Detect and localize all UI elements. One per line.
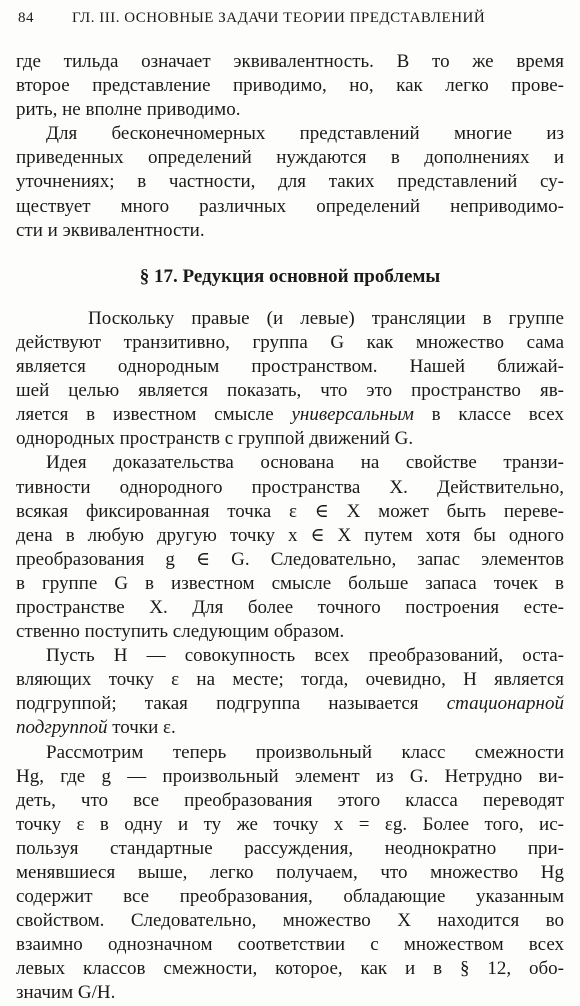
text-line: Hg, где g — произвольный элемент из G. Нетрудно ви- bbox=[16, 765, 564, 787]
text-run: подгруппой; такая подгруппа называется bbox=[16, 693, 447, 715]
text-line: свойством. Следовательно, множество X находится во bbox=[16, 910, 564, 932]
text-run: точки ε. bbox=[107, 717, 176, 739]
text-line: менявшиеся выше, легко получаем, что множество Hg bbox=[16, 862, 564, 883]
text-run: ляется в известном смысле bbox=[16, 404, 292, 426]
text-line: содержит все преобразования, обладающие указанным bbox=[16, 886, 564, 908]
paragraph-5 bbox=[16, 644, 564, 740]
text-line: пространстве X. Для более точного построения есте- bbox=[16, 596, 564, 618]
text-line: Рассмотрим теперь произвольный класс смежности bbox=[46, 741, 564, 763]
paragraph-6 bbox=[16, 741, 564, 1006]
paragraph-2 bbox=[16, 122, 564, 242]
text-line: уточнениях; в частности, для таких представлений су- bbox=[16, 171, 564, 193]
text-line: является однородным пространством. Нашей ближай- bbox=[16, 356, 564, 378]
running-title: ГЛ. III. ОСНОВНЫЕ ЗАДАЧИ ТЕОРИИ ПРЕДСТАВЛЕНИЙ bbox=[72, 10, 486, 26]
text-line: дена в любую другую точку x ∈ X путем хотя бы одного bbox=[16, 524, 564, 546]
text-line: взаимно однозначном соответствии с множеством всех bbox=[16, 934, 564, 956]
text-line: левых классов смежности, которое, как и в § 12, обо- bbox=[16, 958, 564, 980]
text-line bbox=[16, 403, 564, 427]
running-header bbox=[0, 10, 580, 34]
text-line: шей целью является показать, что это пространство яв- bbox=[16, 380, 564, 402]
text-run: в классе всех bbox=[413, 404, 564, 426]
section-heading: § 17. Редукция основной проблемы bbox=[139, 265, 441, 287]
text-line bbox=[16, 716, 564, 740]
spacer bbox=[16, 289, 564, 307]
spacer bbox=[16, 243, 564, 265]
text-line: Пусть H — совокупность всех преобразований, оста- bbox=[46, 645, 564, 667]
paragraph-1 bbox=[16, 50, 564, 122]
text-line: всякая фиксированная точка ε ∈ X может быть переве- bbox=[16, 500, 564, 522]
text-line: ственно поступить следующим образом. bbox=[16, 621, 345, 643]
text-line: сти и эквивалентности. bbox=[16, 219, 205, 241]
page-body bbox=[16, 50, 564, 1006]
text-line: рить, не вполне приводимо. bbox=[16, 99, 241, 121]
text-line: приведенных определений нуждаются в дополнениях и bbox=[16, 147, 564, 169]
page-number: 84 bbox=[18, 10, 34, 26]
text-line: пользуя стандартные рассуждения, неоднократно при- bbox=[16, 837, 564, 859]
text-line: преобразования g ∈ G. Следовательно, запас элементов bbox=[16, 548, 564, 570]
text-line: тивности однородного пространства X. Действительно, bbox=[16, 476, 564, 498]
text-line: вляющих точку ε на месте; тогда, очевидно, H является bbox=[16, 669, 564, 691]
text-line: значим G/H. bbox=[16, 982, 116, 1004]
text-line: в группе G в известном смысле больше запаса точек в bbox=[16, 572, 564, 594]
text-line: действуют транзитивно, группа G как множество сама bbox=[16, 331, 564, 353]
text-line: однородных пространств с группой движений G. bbox=[16, 428, 414, 450]
text-line: Для бесконечномерных представлений многие из bbox=[46, 123, 564, 145]
text-line: Поскольку правые (и левые) трансляции в группе bbox=[88, 307, 564, 329]
text-line: где тильда означает эквивалентность. В то же время bbox=[16, 51, 564, 72]
text-line: деть, что все преобразования этого класса переводят bbox=[16, 789, 564, 811]
text-line: второе представление приводимо, но, как легко прове- bbox=[16, 75, 564, 97]
text-line bbox=[16, 692, 564, 716]
text-line: Идея доказательства основана на свойстве транзи- bbox=[46, 452, 564, 474]
text-line: точку ε в одну и ту же точку x = εg. Более того, ис- bbox=[16, 813, 564, 835]
emphasis: подгруппой bbox=[16, 717, 108, 739]
text-line: ществует много различных определений неприводимо- bbox=[16, 195, 564, 217]
emphasis: универсальным bbox=[291, 404, 414, 426]
paragraph-4 bbox=[16, 451, 564, 644]
paragraph-3 bbox=[16, 307, 564, 452]
emphasis: стационарной bbox=[446, 693, 564, 715]
